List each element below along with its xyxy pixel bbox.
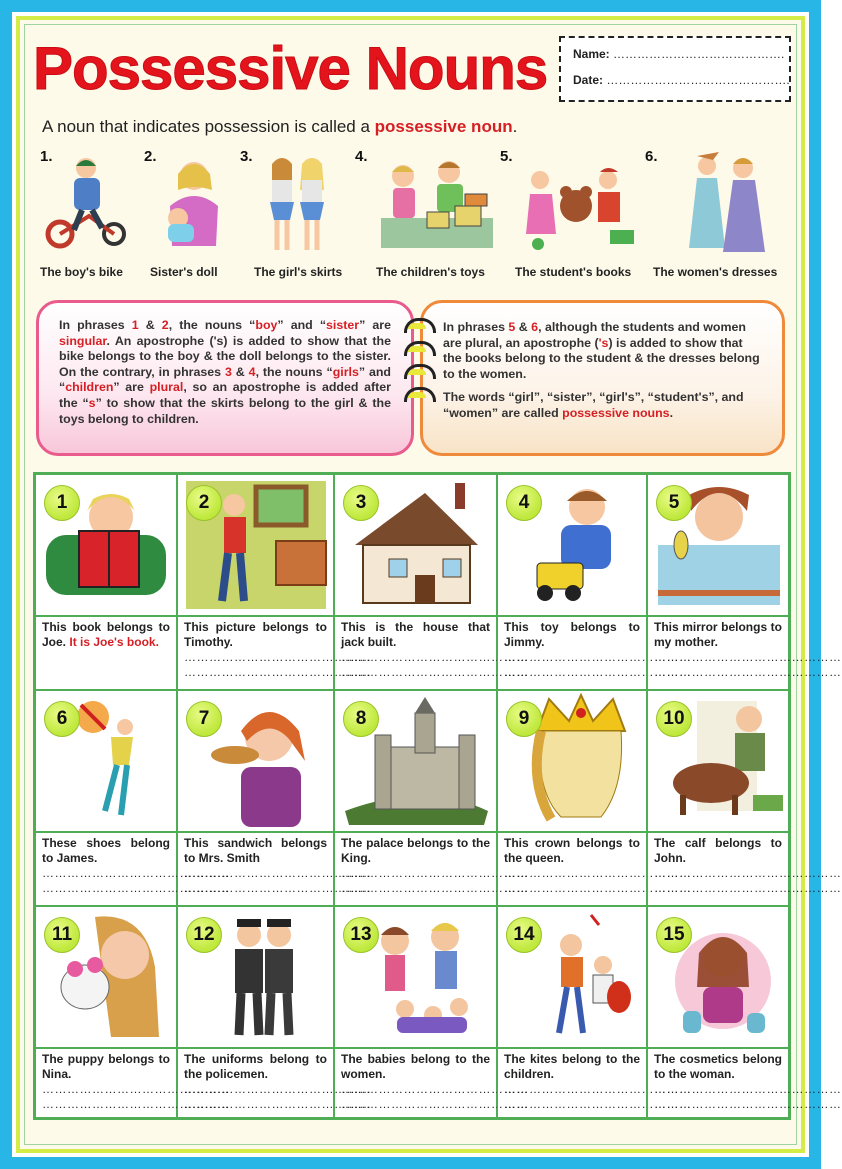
exercise-cell-2 — [177, 474, 372, 690]
intro-text: A noun that indicates possession is called a — [42, 117, 375, 136]
name-dots: ……………………………………. — [613, 47, 785, 61]
example-picture-1 — [40, 148, 130, 258]
children-toys-illustration — [381, 154, 493, 250]
answer-blank-line[interactable]: ……………………………………… — [504, 866, 692, 880]
exercise-prompt — [341, 836, 529, 896]
answer-blank-line[interactable]: ……………………………………… — [654, 866, 842, 880]
answer-blank-line[interactable]: ……………………………………… — [341, 881, 529, 895]
answer-blank-line[interactable]: ……………………………………… — [42, 866, 230, 880]
explanation-paragraph: In phrases 5 & 6, although the students and women are plural, an apostrophe ('s) is added to show that the books belong to the student & the dresses belong to the women. — [443, 320, 760, 381]
example-caption-1: The boy's bike — [40, 265, 123, 279]
exercise-prompt — [504, 1052, 692, 1112]
exercise-prompt — [504, 836, 692, 896]
date-line[interactable] — [573, 70, 790, 96]
answer-blank-line[interactable]: ……………………………………… — [654, 665, 842, 679]
prompt-sentence: This sandwich belongs to Mrs. Smith — [184, 836, 327, 865]
prompt-sentence: The babies belong to the women. — [341, 1052, 490, 1081]
answer-blank-line[interactable]: ……………………………………… — [341, 665, 529, 679]
exercise-number-badge: 12 — [186, 917, 222, 953]
example-caption-4: The children's toys — [376, 265, 485, 279]
exercise-cell-4 — [497, 474, 692, 690]
exercise-number-badge: 1 — [44, 485, 80, 521]
intro-end: . — [512, 117, 518, 136]
date-label: Date: — [573, 73, 604, 87]
boy-bike-illustration — [44, 154, 130, 254]
exercise-cell-1 — [35, 474, 177, 690]
intro-highlight: possessive noun — [374, 117, 513, 136]
exercise-number-badge: 13 — [343, 917, 379, 953]
prompt-sentence: The cosmetics belong to the woman. — [654, 1052, 782, 1081]
prompt-sentence: The uniforms belong to the policemen. — [184, 1052, 327, 1081]
exercise-number-badge: 11 — [44, 917, 80, 953]
exercise-number-badge: 9 — [506, 701, 542, 737]
exercise-number-badge: 8 — [343, 701, 379, 737]
answer-blank-line[interactable]: ……………………………………… — [184, 650, 372, 664]
prompt-sentence: This picture belongs to Timothy. — [184, 620, 327, 649]
exercise-cell-3 — [334, 474, 529, 690]
name-label: Name: — [573, 47, 610, 61]
answer-blank-line[interactable]: ……………………………………… — [42, 1097, 230, 1111]
exercise-prompt — [184, 836, 372, 896]
intro-sentence — [42, 117, 517, 137]
answer-blank-line[interactable]: ……………………………………… — [504, 665, 692, 679]
girls-skirts-illustration — [260, 154, 336, 258]
answer-blank-line[interactable]: ……………………………………… — [654, 881, 842, 895]
exercise-number-badge: 10 — [656, 701, 692, 737]
answer-blank-line[interactable]: ……………………………………… — [341, 650, 529, 664]
exercise-number-badge: 7 — [186, 701, 222, 737]
exercise-prompt — [42, 836, 230, 896]
exercise-number-badge: 15 — [656, 917, 692, 953]
example-caption-3: The girl's skirts — [254, 265, 343, 279]
explanation-paragraph: The words “girl”, “sister”, “girl's”, “student's”, and “women” are called possessive nouns. — [443, 390, 744, 420]
example-number: 3. — [240, 148, 253, 165]
prompt-sentence: This book belongs to Joe. — [42, 620, 170, 649]
exercise-number-badge: 3 — [343, 485, 379, 521]
answer-blank-line[interactable]: ……………………………………… — [504, 1097, 692, 1111]
answer-blank-line[interactable]: ……………………………………… — [42, 1082, 230, 1096]
exercise-cell-6 — [35, 690, 230, 906]
example-answer: It is Joe's book. — [69, 635, 159, 649]
example-picture-6 — [645, 148, 775, 258]
answer-blank-line[interactable]: ……………………………………… — [341, 866, 529, 880]
answer-blank-line[interactable]: ……………………………………… — [341, 1097, 529, 1111]
example-picture-2 — [144, 148, 234, 258]
exercise-number-badge: 14 — [506, 917, 542, 953]
sister-doll-illustration — [148, 156, 228, 252]
women-dresses-illustration — [683, 148, 769, 260]
answer-blank-line[interactable]: ……………………………………… — [341, 1082, 529, 1096]
explanation-paragraph: In phrases 1 & 2, the nouns “boy” and “sister” are singular. An apostrophe ('s) is added to show that the bike belongs to the boy & the doll belongs to the sister. On the contrary, in phrases 3 & 4, the nouns “girls” and “children” are plural, so an apostrophe is added after the “s” to show that the skirts belong to the girl & the toys belong to children. — [59, 318, 392, 426]
example-caption-2: Sister's doll — [150, 265, 218, 279]
answer-blank-line[interactable]: ……………………………………… — [654, 1097, 842, 1111]
answer-blank-line[interactable]: ……………………………………… — [504, 650, 692, 664]
prompt-sentence: These shoes belong to James. — [42, 836, 170, 865]
exercise-cell-7 — [177, 690, 372, 906]
example-caption-5: The student's books — [515, 265, 632, 279]
exercise-prompt — [341, 1052, 529, 1112]
answer-blank-line[interactable]: ……………………………………… — [184, 1082, 372, 1096]
exercise-prompt — [184, 620, 372, 680]
prompt-sentence: The palace belongs to the King. — [341, 836, 490, 865]
example-picture-3 — [240, 148, 340, 258]
answer-blank-line[interactable]: ……………………………………… — [42, 881, 230, 895]
example-number: 1. — [40, 148, 53, 165]
prompt-sentence: The calf belongs to John. — [654, 836, 782, 865]
prompt-sentence: This toy belongs to Jimmy. — [504, 620, 640, 649]
exercise-prompt — [654, 836, 842, 896]
prompt-sentence: The puppy belongs to Nina. — [42, 1052, 170, 1081]
answer-blank-line[interactable]: ……………………………………… — [184, 881, 372, 895]
prompt-sentence: This is the house that jack built. — [341, 620, 490, 649]
explanation-box-exceptions — [420, 300, 785, 456]
example-number: 6. — [645, 148, 658, 165]
answer-blank-line[interactable]: ……………………………………… — [184, 665, 372, 679]
exercise-prompt — [341, 620, 529, 680]
exercise-number-badge: 2 — [186, 485, 222, 521]
date-dots: ………………………………………. — [606, 73, 790, 87]
worksheet-title: Possessive Nouns — [33, 35, 548, 102]
example-picture-4 — [355, 148, 495, 258]
example-number: 2. — [144, 148, 157, 165]
example-number: 4. — [355, 148, 368, 165]
exercise-number-badge: 4 — [506, 485, 542, 521]
exercise-cell-8 — [334, 690, 529, 906]
explanation-box-singular-plural — [36, 300, 414, 456]
exercise-prompt — [654, 1052, 842, 1112]
example-caption-6: The women's dresses — [653, 265, 778, 279]
student-books-illustration — [518, 164, 638, 254]
exercise-prompt — [42, 620, 170, 650]
exercise-prompt — [184, 1052, 372, 1112]
prompt-sentence: This mirror belongs to my mother. — [654, 620, 782, 649]
answer-blank-line[interactable]: ……………………………………… — [504, 881, 692, 895]
answer-blank-line[interactable]: ……………………………………… — [654, 650, 842, 664]
example-picture-5 — [500, 148, 640, 258]
exercise-prompt — [654, 620, 842, 680]
answer-blank-line[interactable]: ……………………………………… — [184, 866, 372, 880]
exercise-prompt — [504, 620, 692, 680]
exercise-cell-10 — [647, 690, 842, 906]
name-date-box — [559, 36, 791, 102]
exercise-number-badge: 6 — [44, 701, 80, 737]
answer-blank-line[interactable]: ……………………………………… — [504, 1082, 692, 1096]
prompt-sentence: This crown belongs to the queen. — [504, 836, 640, 865]
exercise-number-badge: 5 — [656, 485, 692, 521]
prompt-sentence: The kites belong to the children. — [504, 1052, 640, 1081]
answer-blank-line[interactable]: ……………………………………… — [184, 1097, 372, 1111]
exercise-prompt — [42, 1052, 230, 1112]
name-line[interactable] — [573, 44, 785, 70]
exercise-cell-5 — [647, 474, 842, 690]
example-number: 5. — [500, 148, 513, 165]
exercise-cell-15 — [647, 906, 842, 1118]
answer-blank-line[interactable]: ……………………………………… — [654, 1082, 842, 1096]
